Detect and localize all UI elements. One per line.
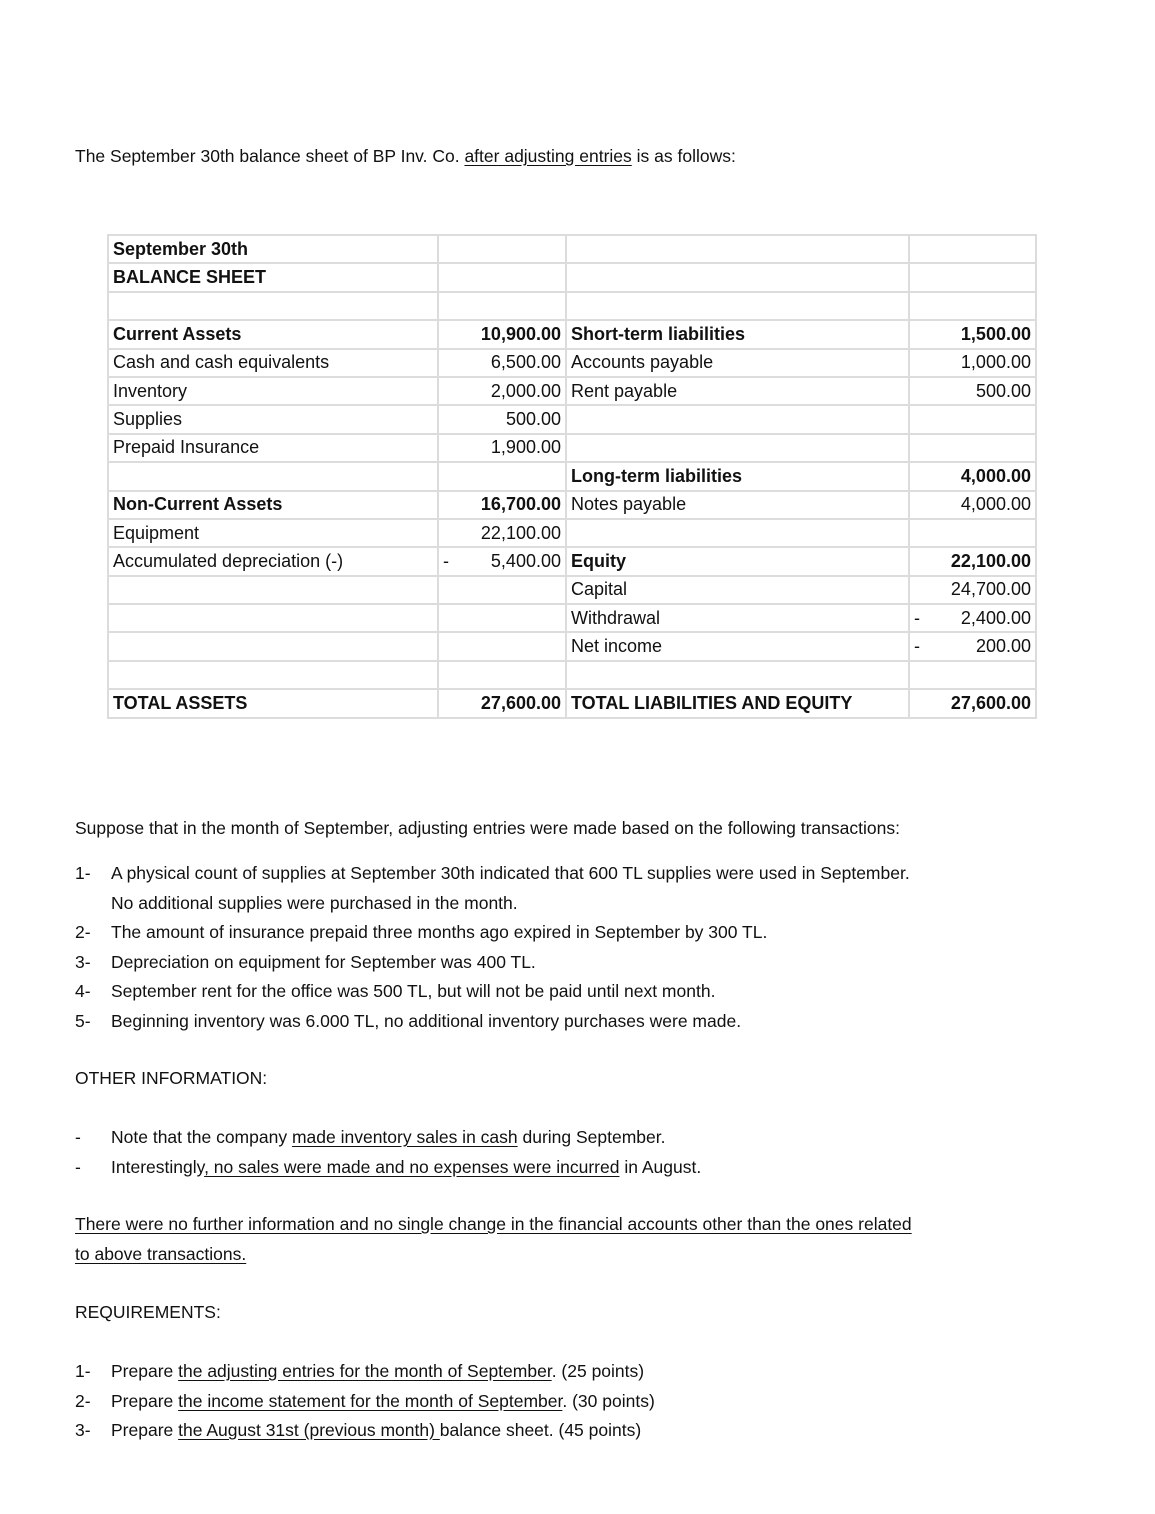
table-row [108,547,1036,575]
value: 1,000.00 [960,352,1031,373]
value: 500.00 [975,380,1031,401]
list-item [75,1007,910,1037]
list-item-line: A physical count of supplies at September 30th indicated that 600 TL supplies were used in September. [111,863,910,883]
asset-value [438,320,566,348]
asset-label [108,292,438,320]
table-row [108,349,1036,377]
value: 5,400.00 [490,550,561,571]
asset-label [108,604,438,632]
liability-equity-value [909,235,1036,263]
asset-value [438,547,566,575]
value: 4,000.00 [960,494,1031,515]
liability-equity-label: Accounts payable [566,349,909,377]
transactions-list [75,859,910,1036]
list-item-line: The amount of insurance prepaid three months ago expired in September by 300 TL. [111,922,768,942]
asset-value [438,292,566,320]
asset-value [438,434,566,462]
value: 16,700.00 [480,494,561,515]
notice-text [75,1210,912,1269]
asset-value [438,689,566,717]
value: 22,100.00 [950,550,1031,571]
table-row [108,661,1036,689]
value: 200.00 [975,636,1031,657]
liability-equity-label: TOTAL LIABILITIES AND EQUITY [566,689,909,717]
value: 6,500.00 [490,352,561,373]
table-row [108,320,1036,348]
liability-equity-label [566,405,909,433]
text-segment: during September. [517,1127,666,1147]
liability-equity-label [566,434,909,462]
asset-label [108,462,438,490]
value: 2,400.00 [960,607,1031,628]
list-item [75,948,910,978]
asset-label: Supplies [108,405,438,433]
underlined-text: , no sales were made and no expenses were incurred [204,1156,620,1177]
liability-equity-value [909,377,1036,405]
asset-label: BALANCE SHEET [108,263,438,291]
list-item [75,1387,655,1417]
asset-label: Equipment [108,519,438,547]
liability-equity-label [566,263,909,291]
liability-equity-value [909,405,1036,433]
liability-equity-label: Notes payable [566,491,909,519]
list-number: 3- [75,1420,91,1440]
text-segment: in August. [619,1156,702,1177]
liability-equity-label [566,519,909,547]
liability-equity-value [909,604,1036,632]
liability-equity-value [909,689,1036,717]
asset-value [438,576,566,604]
value: 27,600.00 [950,692,1031,713]
liability-equity-value [909,632,1036,660]
table-row [108,689,1036,717]
liability-equity-label [566,292,909,320]
text-segment: Interestingly [111,1156,205,1177]
asset-value [438,349,566,377]
underlined-text: the income statement for the month of September [178,1390,563,1411]
liability-equity-label: Equity [566,547,909,575]
other-info-title: OTHER INFORMATION: [75,1068,268,1088]
asset-value [438,462,566,490]
table-row [108,491,1036,519]
value: 27,600.00 [480,692,561,713]
text-segment: The September 30th balance sheet of BP Inv. Co. [75,146,465,166]
table-row [108,462,1036,490]
asset-label: Accumulated depreciation (-) [108,547,438,575]
notice-line: There were no further information and no single change in the financial accounts other than the ones related [75,1214,912,1234]
list-number: 2- [75,922,91,942]
table-row [108,632,1036,660]
list-item [75,1153,701,1183]
table-row [108,519,1036,547]
minus-sign: - [443,550,449,571]
list-number: 1- [75,1361,91,1381]
asset-label: Non-Current Assets [108,491,438,519]
asset-value [438,405,566,433]
asset-value [438,377,566,405]
value: 10,900.00 [480,323,561,344]
list-number: 2- [75,1390,91,1411]
liability-equity-value [909,263,1036,291]
table-row [108,292,1036,320]
liability-equity-value [909,292,1036,320]
list-number: 1- [75,863,91,883]
minus-sign: - [914,607,920,628]
suppose-text: Suppose that in the month of September, adjusting entries were made based on the following transactions: [75,818,900,838]
list-item [75,859,910,918]
liability-equity-value [909,491,1036,519]
underlined-text: the August 31st (previous month) [178,1420,440,1440]
requirements-list [75,1357,655,1446]
liability-equity-label [566,235,909,263]
liability-equity-value [909,576,1036,604]
liability-equity-label [566,661,909,689]
underlined-text: the adjusting entries for the month of September [178,1361,552,1381]
asset-label [108,661,438,689]
value: 2,000.00 [490,380,561,401]
value: 4,000.00 [960,465,1031,486]
intro-text [75,142,736,172]
value: 500.00 [505,409,561,430]
liability-equity-value [909,547,1036,575]
asset-value [438,263,566,291]
text-segment: Prepare [111,1361,179,1381]
asset-label: TOTAL ASSETS [108,689,438,717]
liability-equity-value [909,519,1036,547]
text-segment: Prepare [111,1420,179,1440]
liability-equity-label: Rent payable [566,377,909,405]
table-row [108,576,1036,604]
asset-value [438,661,566,689]
liability-equity-value [909,462,1036,490]
liability-equity-value [909,320,1036,348]
text-segment: balance sheet. (45 points) [439,1420,642,1440]
asset-label: Current Assets [108,320,438,348]
asset-value [438,235,566,263]
asset-label: Cash and cash equivalents [108,349,438,377]
list-item [75,918,910,948]
table-row [108,377,1036,405]
asset-label: September 30th [108,235,438,263]
liability-equity-value [909,661,1036,689]
asset-value [438,491,566,519]
list-item-line: No additional supplies were purchased in the month. [111,892,518,913]
bullet-dash: - [75,1156,81,1177]
liability-equity-label: Capital [566,576,909,604]
liability-equity-label: Net income [566,632,909,660]
list-number: 5- [75,1010,91,1031]
other-info-list [75,1123,701,1182]
liability-equity-label: Withdrawal [566,604,909,632]
list-item-line: Beginning inventory was 6.000 TL, no additional inventory purchases were made. [111,1010,742,1031]
liability-equity-label: Long-term liabilities [566,462,909,490]
text-segment: Note that the company [111,1127,292,1147]
liability-equity-value [909,349,1036,377]
value: 1,500.00 [960,323,1031,344]
list-item [75,1357,655,1387]
list-number: 3- [75,951,91,972]
balance-sheet-table [107,234,1037,719]
asset-label [108,632,438,660]
value: 1,900.00 [490,437,561,458]
underlined-text: after adjusting entries [464,146,632,166]
asset-value [438,519,566,547]
minus-sign: - [914,636,920,657]
asset-value [438,632,566,660]
asset-label: Prepaid Insurance [108,434,438,462]
list-item-line: September rent for the office was 500 TL, but will not be paid until next month. [111,981,716,1001]
asset-label: Inventory [108,377,438,405]
table-row [108,434,1036,462]
table-row [108,263,1036,291]
list-item-line: Depreciation on equipment for September was 400 TL. [111,951,536,972]
asset-label [108,576,438,604]
value: 24,700.00 [950,579,1031,600]
bullet-dash: - [75,1127,81,1147]
text-segment: . (25 points) [551,1361,645,1381]
table-row [108,235,1036,263]
table-row [108,405,1036,433]
liability-equity-label: Short-term liabilities [566,320,909,348]
value: 22,100.00 [480,522,561,543]
table-row [108,604,1036,632]
asset-value [438,604,566,632]
text-segment: is as follows: [631,146,736,166]
list-number: 4- [75,981,91,1001]
list-item [75,1416,655,1446]
list-item [75,1123,701,1153]
underlined-text: made inventory sales in cash [291,1127,518,1147]
list-item [75,977,910,1007]
liability-equity-value [909,434,1036,462]
requirements-title: REQUIREMENTS: [75,1302,221,1322]
text-segment: Prepare [111,1390,179,1411]
text-segment: . (30 points) [562,1390,655,1411]
notice-line: to above transactions. [75,1243,247,1264]
